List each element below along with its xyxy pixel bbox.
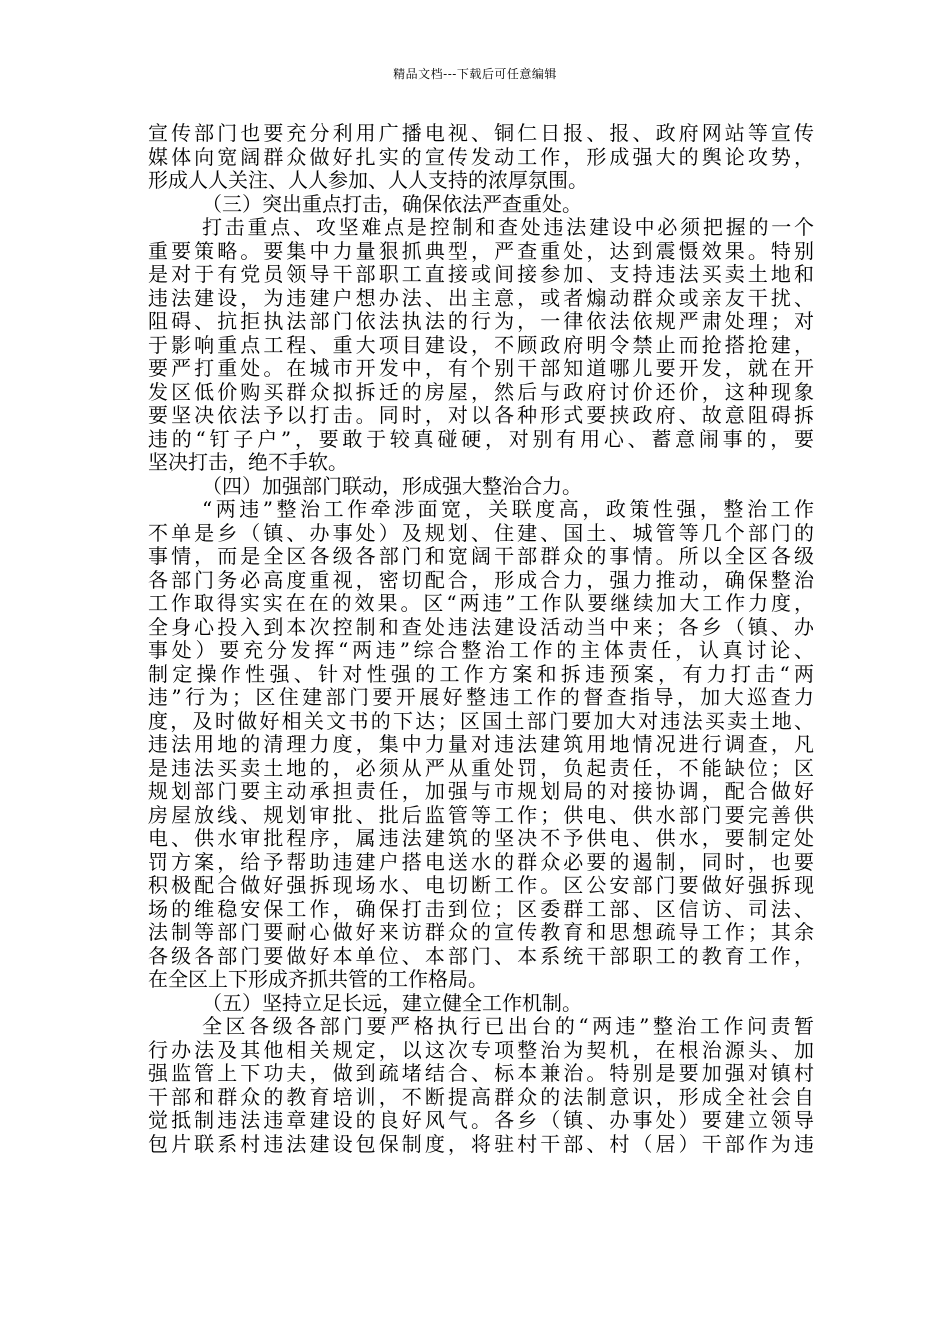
text-line: 全身心投入到本次控制和查处违法建设活动当中来；各乡（镇、办 <box>148 615 814 639</box>
text-line: 发区低价购买群众拟拆迁的房屋，然后与政府讨价还价，这种现象 <box>148 380 814 404</box>
text-line: 法制等部门要耐心做好来访群众的宣传教育和思想疏导工作；其余 <box>148 921 814 944</box>
text-line: 干部和群众的教育培训，不断提高群众的法制意识，形成全社会自 <box>148 1085 814 1109</box>
text-line: 是违法买卖土地的，必须从严从重处罚，负起责任，不能缺位；区 <box>148 756 814 780</box>
page-header: 精品文档---下载后可任意编辑 <box>393 67 557 81</box>
text-line: 行办法及其他相关规定，以这次专项整治为契机，在根治源头、加 <box>148 1038 814 1062</box>
text-line: 坚决打击，绝不手软。 <box>148 451 348 474</box>
text-line: 阻碍、抗拒执法部门依法执法的行为，一律依法依规严肃处理；对 <box>148 310 814 333</box>
text-line: 违法用地的清理力度，集中力量对违法建筑用地情况进行调查，凡 <box>148 733 814 756</box>
text-line: 房屋放线、规划审批、批后监管等工作；供电、供水部门要完善供 <box>148 803 814 827</box>
document-body <box>148 122 814 1156</box>
text-line: 重要策略。要集中力量狠抓典型，严查重处，达到震慑效果。特别 <box>148 239 814 263</box>
text-line: 工作取得实实在在的效果。区“两违”工作队要继续加大工作力度， <box>148 592 814 615</box>
text-line: 是对于有党员领导干部职工直接或间接参加、支持违法买卖土地和 <box>148 263 814 286</box>
text-line: 于影响重点工程、重大项目建设，不顾政府明令禁止而抢搭抢建， <box>148 333 814 357</box>
text-line: 积极配合做好强拆现场水、电切断工作。区公安部门要做好强拆现 <box>148 874 814 897</box>
text-line: 包片联系村违法建设包保制度，将驻村干部、村（居）干部作为违 <box>148 1132 814 1156</box>
text-line: 觉抵制违法违章建设的良好风气。各乡（镇、办事处）要建立领导 <box>148 1109 814 1132</box>
text-line: （三）突出重点打击，确保依法严查重处。 <box>202 192 582 216</box>
text-line: 规划部门要主动承担责任，加强与市规划局的对接协调，配合做好 <box>148 780 814 803</box>
text-line: 违”行为；区住建部门要开展好整违工作的督查指导，加大巡查力 <box>148 686 814 709</box>
text-line: “两违”整治工作牵涉面宽，关联度高，政策性强，整治工作 <box>202 498 814 521</box>
text-line: （五）坚持立足长远，建立健全工作机制。 <box>202 991 582 1015</box>
text-line: 形成人人关注、人人参加、人人支持的浓厚氛围。 <box>148 169 588 192</box>
text-line: 违的“钉子户”，要敢于较真碰硬，对别有用心、蓄意闹事的，要 <box>148 427 814 451</box>
text-line: 制定操作性强、针对性强的工作方案和拆违预案，有力打击“两 <box>148 662 814 686</box>
text-line: 违法建设，为违建户想办法、出主意，或者煽动群众或亲友干扰、 <box>148 286 814 310</box>
text-line: 罚方案，给予帮助违建户搭电送水的群众必要的遏制，同时，也要 <box>148 850 814 874</box>
text-line: 各级各部门要做好本单位、本部门、本系统干部职工的教育工作， <box>148 944 814 968</box>
text-line: 全区各级各部门要严格执行已出台的“两违”整治工作问责暂 <box>202 1015 814 1038</box>
text-line: 事处）要充分发挥“两违”综合整治工作的主体责任，认真讨论、 <box>148 639 814 662</box>
text-line: （四）加强部门联动，形成强大整治合力。 <box>202 474 582 498</box>
text-line: 打击重点、攻坚难点是控制和查处违法建设中必须把握的一个 <box>202 216 814 239</box>
text-line: 不单是乡（镇、办事处）及规划、住建、国土、城管等几个部门的 <box>148 521 814 545</box>
text-line: 在全区上下形成齐抓共管的工作格局。 <box>148 968 488 991</box>
text-line: 度，及时做好相关文书的下达；区国土部门要加大对违法买卖土地、 <box>148 709 814 733</box>
text-line: 要严打重处。在城市开发中，有个别干部知道哪儿要开发，就在开 <box>148 357 814 380</box>
text-line: 宣传部门也要充分利用广播电视、铜仁日报、报、政府网站等宣传 <box>148 122 814 145</box>
text-line: 要坚决依法予以打击。同时，对以各种形式要挟政府、故意阻碍拆 <box>148 404 814 427</box>
text-line: 事情，而是全区各级各部门和宽阔干部群众的事情。所以全区各级 <box>148 545 814 568</box>
text-line: 电、供水审批程序，属违法建筑的坚决不予供电、供水，要制定处 <box>148 827 814 850</box>
text-line: 场的维稳安保工作，确保打击到位；区委群工部、区信访、司法、 <box>148 897 814 921</box>
text-line: 媒体向宽阔群众做好扎实的宣传发动工作，形成强大的舆论攻势， <box>148 145 814 169</box>
text-line: 各部门务必高度重视，密切配合，形成合力，强力推动，确保整治 <box>148 568 814 592</box>
text-line: 强监管上下功夫，做到疏堵结合、标本兼治。特别是要加强对镇村 <box>148 1062 814 1085</box>
